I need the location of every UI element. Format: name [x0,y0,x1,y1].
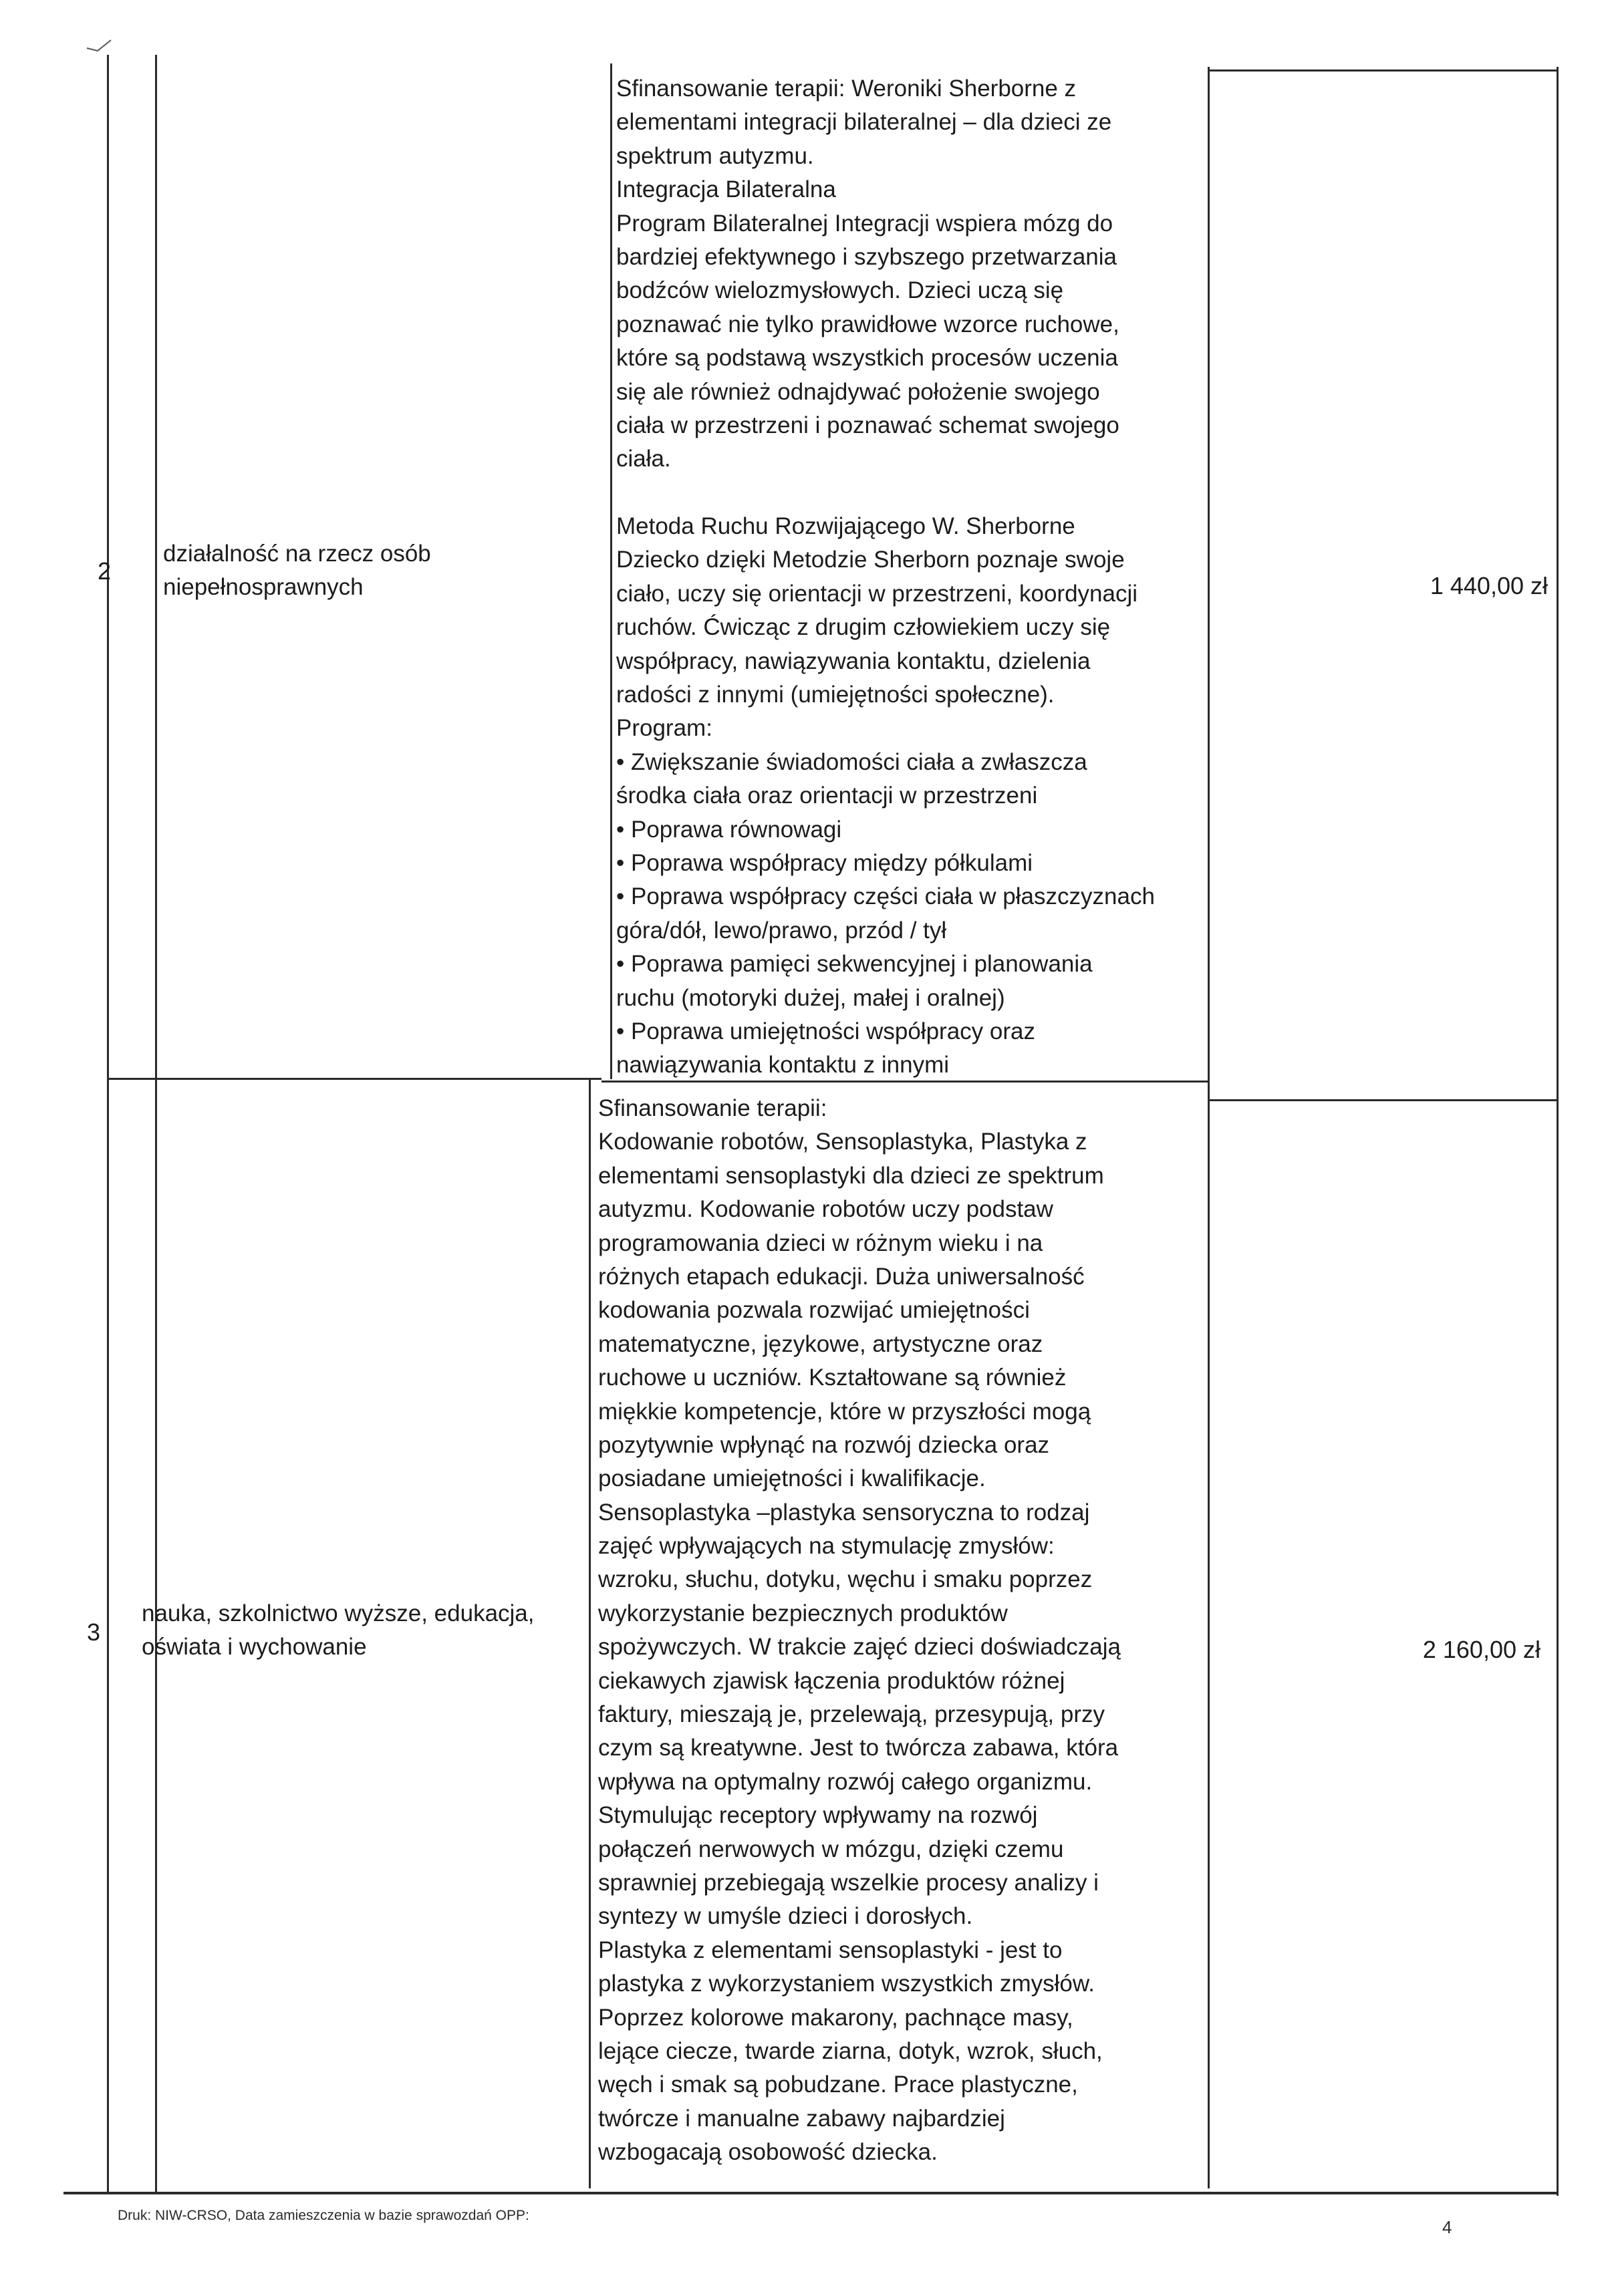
description-line: góra/dół, lewo/prawo, przód / tył [616,917,947,944]
description-line: nawiązywania kontaktu z innymi [616,1052,950,1079]
description-line: • Poprawa równowagi [616,816,842,843]
description-line: wzroku, słuchu, dotyku, węchu i smaku poprzez [598,1566,1093,1593]
description-line: • Zwiększanie świadomości ciała a zwłaszcza [616,748,1087,775]
description-line: pozytywnie wpłynąć na rozwój dziecka oraz [598,1431,1050,1458]
table-row-border [107,1078,601,1080]
description-line: ciekawych zjawisk łączenia produktów różnej [598,1667,1065,1694]
pen-mark [86,39,112,52]
description-line: Metoda Ruchu Rozwijającego W. Sherborne [616,513,1075,540]
description-line: wzbogacają osobowość dziecka. [598,2139,938,2166]
description-line: Integracja Bilateralna [616,176,836,203]
description-line: Program: [616,715,712,742]
table-column-separator [1208,67,1210,2188]
description-line: spożywczych. W trakcie zajęć dzieci doświadczają [598,1634,1121,1661]
description-line: sprawniej przebiegają wszelkie procesy analizy i [598,1869,1099,1896]
description-line: Program Bilateralnej Integracji wspiera mózg do [616,210,1113,237]
row-number: 3 [87,1618,101,1646]
area-text-line: nauka, szkolnictwo wyższe, edukacja, [142,1600,535,1626]
description-line: ruchu (motoryki dużej, małej i oralnej) [616,984,1005,1011]
description-line: lejące ciecze, twarde ziarna, dotyk, wzrok, słuch, [598,2037,1103,2064]
description-line: ciała w przestrzeni i poznawać schemat swojego [616,412,1119,438]
description-line: ciało, uczy się orientacji w przestrzeni, koordynacji [616,580,1138,607]
description-line: Sfinansowanie terapii: Weroniki Sherborne z [616,76,1077,102]
description-line: różnych etapach edukacji. Duża uniwersalność [598,1263,1085,1290]
description-line: elementami sensoplastyki dla dzieci ze spektrum [598,1162,1104,1189]
description-line: • Poprawa pamięci sekwencyjnej i planowania [616,951,1093,978]
description-line: ruchów. Ćwicząc z drugim człowiekiem uczy się [616,614,1111,641]
description-line: się ale również odnajdywać położenie swojego [616,378,1100,405]
table-row-border [1208,1099,1559,1101]
description-line: czym są kreatywne. Jest to twórcza zabawa, która [598,1735,1119,1761]
area-text-line: niepełnosprawnych [163,574,364,600]
description-line [616,476,1155,510]
description-line: • Poprawa współpracy części ciała w płaszczyznach [616,883,1155,910]
description-line: bardziej efektywnego i szybszego przetwarzania [616,243,1117,270]
description-line: które są podstawą wszystkich procesów uczenia [616,345,1118,372]
amount-cell: 1 440,00 zł [1430,572,1548,599]
description-line: Sfinansowanie terapii: [598,1095,827,1121]
print-info: Druk: NIW-CRSO, Data zamieszczenia w bazie sprawozdań OPP: [118,2208,529,2223]
description-line: poznawać nie tylko prawidłowe wzorce ruchowe, [616,311,1119,337]
description-line: Plastyka z elementami sensoplastyki - jest to [598,1936,1063,1963]
amount-cell: 2 160,00 zł [1422,1636,1540,1663]
description-line: autyzmu. Kodowanie robotów uczy podstaw [598,1196,1053,1223]
table-row-border [1208,69,1559,71]
table-column-separator [610,63,612,1079]
description-line: wpływa na optymalny rozwój całego organizmu. [598,1768,1093,1795]
table-border-right [1557,67,1559,2196]
area-text-line: działalność na rzecz osób [163,541,431,567]
table-column-separator [155,55,157,2194]
description-line: programowania dzieci w różnym wieku i na [598,1230,1043,1256]
description-line: plastyka z wykorzystaniem wszystkich zmysłów. [598,1971,1095,1997]
description-line: Kodowanie robotów, Sensoplastyka, Plastyka z [598,1129,1087,1155]
description-line: spektrum autyzmu. [616,142,814,169]
description-line: posiadane umiejętności i kwalifikacje. [598,1465,986,1492]
description-cell [616,72,1155,1083]
table-border-left [107,55,109,2194]
description-cell [598,1092,1121,2170]
description-line: faktury, mieszają je, przelewają, przesypują, przy [598,1701,1105,1728]
description-line: twórcze i manualne zabawy najbardziej [598,2105,1005,2132]
description-line: zajęć wpływających na stymulację zmysłów: [598,1533,1055,1560]
row-number: 2 [98,557,112,585]
description-line: matematyczne, językowe, artystyczne oraz [598,1330,1043,1357]
area-text-line: oświata i wychowanie [142,1634,367,1660]
description-line: Poprzez kolorowe makarony, pachnące masy, [598,2004,1073,2031]
description-line: ciała. [616,446,671,472]
description-line: Sensoplastyka –plastyka sensoryczna to rodzaj [598,1499,1090,1526]
description-line: • Poprawa umiejętności współpracy oraz [616,1018,1035,1044]
description-line: środka ciała oraz orientacji w przestrzeni [616,782,1038,809]
page-number: 4 [1442,2217,1452,2237]
description-line: połączeń nerwowych w mózgu, dzięki czemu [598,1836,1064,1862]
description-line: Dziecko dzięki Metodzie Sherborn poznaje swoje [616,547,1125,573]
description-line: elementami integracji bilateralnej – dla dzieci ze [616,109,1112,136]
description-line: • Poprawa współpracy między półkulami [616,849,1033,876]
description-line: syntezy w umyśle dzieci i dorosłych. [598,1903,973,1930]
description-line: radości z innymi (umiejętności społeczne). [616,682,1055,708]
table-column-separator [589,1079,591,2188]
description-line: ruchowe u uczniów. Kształtowane są również [598,1365,1067,1391]
description-line: bodźców wielozmysłowych. Dzieci uczą się [616,277,1064,304]
description-line: kodowania pozwala rozwijać umiejętności [598,1297,1030,1324]
description-line: Stymulując receptory wpływamy na rozwój [598,1802,1038,1829]
description-line: współpracy, nawiązywania kontaktu, dzielenia [616,648,1091,674]
description-line: węch i smak są pobudzane. Prace plastyczne, [598,2071,1078,2098]
description-line: miękkie kompetencje, które w przyszłości mogą [598,1398,1091,1425]
description-line: wykorzystanie bezpiecznych produktów [598,1600,1008,1626]
table-border-bottom [63,2192,1559,2194]
